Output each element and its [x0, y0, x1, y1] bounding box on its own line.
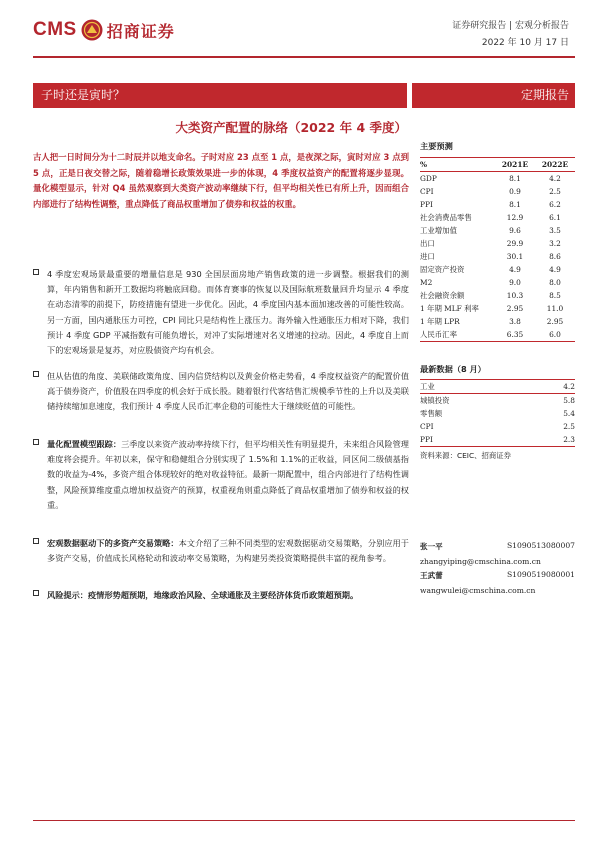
analyst-name: 张一平: [420, 542, 443, 551]
row-label: GDP: [420, 174, 437, 183]
table-row: [420, 263, 575, 276]
cell: 5.8: [563, 396, 575, 405]
logo-latin: CMS: [33, 19, 77, 40]
paragraph-text: 三季度以来资产波动率持续下行，但平均相关性有明显提升，未来组合风险管理难度将会提升。年初以来，保守和稳健组合分别实现了 1.5%和 1.1%的正收益，同区间二级债基指数的收益为-4%，多资产组合体现较好的绝对收益特征。最新一期配置中，组合内部进行了结构性调整，风险预算维度重点增加权益资产的预算，权重视角则重点降低了商品权重增加了债券和权益的权重。: [47, 439, 409, 510]
column-header: 2021E: [495, 158, 535, 172]
bullet-icon: [33, 538, 39, 544]
cell: 2.95: [506, 304, 524, 313]
latest-heading: 最新数据（8 月）: [420, 364, 486, 374]
logo-chinese: 招商证券: [106, 21, 175, 41]
cell: 3.8: [509, 317, 521, 326]
table-row: [420, 289, 575, 302]
row-label: CPI: [420, 422, 434, 431]
cell: 4.9: [509, 265, 521, 274]
analyst-1: [420, 541, 575, 566]
paragraph-text: 4 季度宏观场景最重要的增量信息是 930 全国层面房地产销售政策的进一步调整。根据我们的测算，年内销售和新开工数据均将触底回稳。而体育赛事的恢复以及国际航班数量回升均显示 4 季度在动态清零的前提下，防疫措施有望进一步优化。因此，4 季度国内基本面加速改善的可能性较高。另一方面，国内通胀压力可控，CPI 同比只是结构性上涨压力。海外输入性通胀压力相对下降，我们预计 4 季度 GDP 平减指数有可能负增长，对冲了实际增速对名义增速的拉动。因此，4 季度自上而下的宏观场景是复苏，对应股债资产均有机会。: [47, 269, 409, 356]
cell: 4.2: [531, 380, 575, 394]
row-label: 城镇投资: [420, 396, 450, 405]
cell: 4.9: [549, 265, 561, 274]
table-row: [420, 237, 575, 250]
source-note: 资料来源：CEIC、招商证券: [420, 451, 512, 460]
analyst-name: 王武蕾: [420, 571, 443, 580]
table-row: [420, 407, 575, 420]
analyst-id: S1090519080001: [506, 570, 575, 579]
forecast-heading: 主要预测: [420, 141, 453, 151]
analyst-2: [420, 570, 575, 595]
report-kind-band: [412, 83, 575, 108]
row-label: 固定资产投资: [420, 265, 465, 274]
paragraph-1: [33, 267, 409, 358]
table-row: [420, 172, 575, 186]
cell: 6.1: [549, 213, 561, 222]
cell: 8.5: [549, 291, 561, 300]
table-row: [420, 276, 575, 289]
cell: 5.4: [563, 409, 575, 418]
row-label: 1 年期 MLF 利率: [420, 304, 479, 313]
bullet-icon: [33, 371, 39, 377]
cell: 9.6: [509, 226, 521, 235]
row-label: 进口: [420, 252, 435, 261]
analyst-email[interactable]: wangwulei@cmschina.com.cn: [420, 586, 536, 595]
cell: 2.3: [531, 433, 575, 447]
row-label: 1 年期 LPR: [420, 317, 460, 326]
cell: 8.1: [509, 174, 521, 183]
cell: 11.0: [546, 304, 564, 313]
row-label: 社会消费品零售: [420, 213, 472, 222]
cell: 8.0: [549, 278, 561, 287]
subtitle: 大类资产配置的脉络（2022 年 4 季度）: [175, 120, 407, 135]
cell: 2.95: [546, 317, 564, 326]
footer-rule: [33, 820, 575, 821]
paragraph-2: [33, 369, 409, 415]
abstract: 古人把一日时间分为十二时辰并以地支命名。子时对应 23 点至 1 点，是夜深之际，寅时对应 3 点到 5 点，正是日夜交替之际，随着稳增长政策效果进一步的体现，4 季度权益资产的配置将逐步显现。量化模型显示，针对 Q4 虽然观察到大类资产波动率继续下行，但平均相关性已有所上升，因而组合内部进行了结构性调整，重点降低了商品权重增加了债券和权益的权重。: [33, 152, 409, 209]
report-date: 2022 年 10 月 17 日: [481, 38, 569, 48]
row-label: 工业增加值: [420, 226, 457, 235]
analyst-id: S1090513080007: [506, 541, 575, 550]
table-row: [420, 250, 575, 263]
latest-section: [420, 364, 575, 461]
paragraph-3: [33, 437, 409, 513]
forecast-table: [420, 157, 575, 342]
row-label: 零售额: [420, 409, 443, 418]
row-label: CPI: [420, 187, 434, 196]
title-left: 子时还是寅时？: [41, 88, 126, 102]
cell: 0.9: [509, 187, 521, 196]
table-row: [420, 380, 575, 394]
paragraph-text: 但从估值的角度、美联储政策角度、国内信贷结构以及黄金价格走势看，4 季度权益资产的配置价值高于债券资产，价值股在四季度的机会好于成长股。随着银行代客结售汇规模季节性的上升以及美联储持续缩加息速度，我们预计 4 季度人民币汇率企稳的可能性大于继续贬值的可能性。: [47, 371, 409, 412]
row-label: 社会融资余额: [420, 291, 465, 300]
paragraph-4: [33, 536, 409, 566]
cell: 12.9: [506, 213, 524, 222]
cell: 8.1: [509, 200, 521, 209]
cell: 10.3: [506, 291, 524, 300]
paragraph-text: 本文介绍了三种不同类型的宏观数据驱动交易策略，分别应用于多资产交易，价值成长风格轮动和波动率交易策略，为构建另类投资策略提供丰富的视角参考。: [47, 538, 409, 564]
row-label: M2: [420, 278, 433, 287]
bullet-icon: [33, 590, 39, 596]
cell: 29.9: [506, 239, 524, 248]
cell: 2.5: [549, 187, 561, 196]
report-type: 证券研究报告 | 宏观分析报告: [452, 21, 569, 31]
row-label: 人民币汇率: [420, 328, 495, 342]
table-row: [420, 394, 575, 408]
cell: 3.2: [549, 239, 561, 248]
bullet-icon: [33, 269, 39, 275]
report-kind: 定期报告: [520, 88, 569, 102]
cell: 2.5: [563, 422, 575, 431]
table-row: [420, 185, 575, 198]
analyst-email[interactable]: zhangyiping@cmschina.com.cn: [420, 557, 541, 566]
cell: 9.0: [509, 278, 521, 287]
table-row: [420, 315, 575, 328]
table-header-row: [420, 158, 575, 172]
paragraph-lead: 量化配置模型跟踪：: [47, 439, 122, 449]
forecast-section: [420, 141, 575, 342]
row-label: PPI: [420, 200, 433, 209]
paragraph-5: [33, 588, 409, 603]
row-label: 出口: [420, 239, 435, 248]
table-row: [420, 328, 575, 342]
paragraph-lead: 宏观数据驱动下的多资产交易策略：: [47, 538, 179, 548]
cell: 3.5: [549, 226, 561, 235]
cell: 6.0: [535, 328, 575, 342]
cell: 30.1: [506, 252, 524, 261]
paragraph-lead: 风险提示：: [47, 590, 88, 600]
latest-table: [420, 379, 575, 447]
table-row: [420, 198, 575, 211]
row-label: 工业: [420, 380, 531, 394]
cell: 8.6: [549, 252, 561, 261]
row-label: PPI: [420, 433, 531, 447]
table-row: [420, 211, 575, 224]
column-header: %: [420, 158, 495, 172]
cell: 4.2: [549, 174, 561, 183]
cell: 6.35: [495, 328, 535, 342]
logo-emblem-icon: [81, 19, 103, 41]
table-row: [420, 302, 575, 315]
table-row: [420, 433, 575, 447]
column-header: 2022E: [535, 158, 575, 172]
table-row: [420, 224, 575, 237]
table-row: [420, 420, 575, 433]
paragraph-text: 疫情形势超预期，地缘政治风险、全球通胀及主要经济体货币政策超预期。: [87, 590, 359, 600]
bullet-icon: [33, 439, 39, 445]
logo: [33, 17, 175, 43]
title-band: [33, 83, 407, 108]
header-rule: [33, 56, 575, 58]
cell: 6.2: [549, 200, 561, 209]
